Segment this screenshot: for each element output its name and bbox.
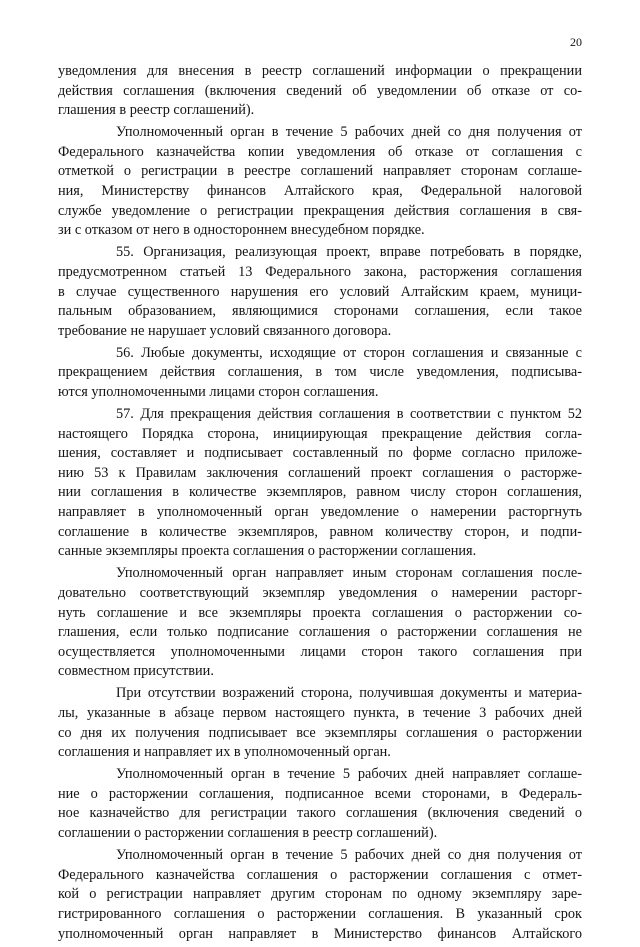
text-line: ное казначейство для регистрации такого соглашения (включения сведений о [58, 805, 582, 822]
text-line: 55. Организация, реализующая проект, вправе потребовать в порядке, [116, 244, 582, 261]
page-number: 20 [570, 35, 582, 49]
text-line: прекращением действия соглашения, в том числе уведомления, подписыва- [58, 364, 582, 381]
text-line: Уполномоченный орган в течение 5 рабочих дней направляет соглаше- [116, 766, 582, 783]
text-line: глашения, если только подписание соглашения о расторжении соглашения не [58, 624, 582, 641]
text-line: предусмотренном статьей 13 Федерального закона, расторжения соглашения [58, 263, 582, 280]
text-line: кой о регистрации направляет другим сторонам по одному экземпляру заре- [58, 886, 582, 903]
text-line: довательно соответствующий экземпляр уведомления о намерении расторг- [58, 584, 582, 601]
text-line: нии соглашения в количестве экземпляров, равном числу сторон соглашения, [58, 484, 582, 501]
text-line: уведомления для внесения в реестр соглашений информации о прекращении [58, 63, 582, 79]
paragraph [58, 62, 582, 121]
text-line: 57. Для прекращения действия соглашения в соответствии с пунктом 52 [116, 406, 582, 423]
text-line: пальным образованием, являющимися сторонами соглашения, если такое [58, 303, 582, 320]
text-line: соглашение в количестве экземпляров, равном количеству сторон, и подпи- [58, 523, 582, 540]
document-body [58, 62, 582, 947]
text-line: совместном присутствии. [58, 663, 214, 680]
text-line: нуть соглашение и все экземпляры проекта соглашения о расторжении со- [58, 604, 582, 621]
paragraph [58, 405, 582, 562]
text-line: ние о расторжении соглашения, подписанное всеми сторонами, в Федераль- [58, 785, 582, 802]
text-line: Федерального казначейства соглашения о расторжении соглашения с отмет- [58, 866, 582, 883]
paragraph [58, 243, 582, 341]
text-line: соглашения и направляет их в уполномоченный орган. [58, 744, 391, 761]
paragraph [58, 123, 582, 241]
text-line: зи с отказом от него в одностороннем внесудебном порядке. [58, 222, 425, 239]
text-line: гистрированного соглашения о расторжении соглашения. В указанный срок [58, 905, 582, 922]
text-line: Федерального казначейства копии уведомления об отказе от соглашения с [58, 143, 582, 160]
text-line: осуществляется уполномоченными лицами сторон такого соглашения при [58, 643, 582, 660]
text-line: Уполномоченный орган направляет иным сторонам соглашения после- [116, 565, 582, 582]
text-line: глашения в реестр соглашений). [58, 102, 255, 119]
text-line: ются уполномоченными лицами сторон соглашения. [58, 384, 379, 400]
text-line: службе уведомление о регистрации прекращения действия соглашения в свя- [58, 202, 582, 219]
text-line: Уполномоченный орган в течение 5 рабочих дней со дня получения от [116, 847, 582, 864]
text-line: направляет в уполномоченный орган уведомление о намерении расторгнуть [58, 504, 582, 521]
paragraph [58, 344, 582, 403]
text-line: Уполномоченный орган в течение 5 рабочих дней со дня получения от [116, 124, 582, 141]
text-line: отметкой о регистрации в реестре соглашений направляет сторонам соглаше- [58, 163, 582, 180]
text-line: в случае существенного нарушения его условий Алтайским краем, муници- [58, 283, 582, 300]
text-line: действия соглашения (включения сведений об уведомлении об отказе от со- [58, 82, 582, 99]
text-line: со дня их получения подписывает все экземпляры соглашения о расторжении [58, 724, 582, 741]
text-line: требование не нарушает условий связанного договора. [58, 322, 392, 339]
text-line: нию 53 к Правилам заключения соглашений проект соглашения о расторже- [58, 464, 582, 481]
text-line: лы, указанные в абзаце первом настоящего пункта, в течение 3 рабочих дней [58, 705, 582, 721]
text-line: санные экземпляры проекта соглашения о расторжении соглашения. [58, 543, 477, 560]
text-line: 56. Любые документы, исходящие от сторон соглашения и связанные с [116, 344, 582, 361]
text-line: уполномоченный орган направляет в Министерство финансов Алтайского [58, 925, 582, 942]
paragraph [58, 765, 582, 843]
paragraph [58, 684, 582, 762]
text-line: При отсутствии возражений сторона, получившая документы и материа- [116, 685, 582, 702]
paragraph [58, 846, 582, 944]
text-line: ния, Министерству финансов Алтайского края, Федеральной налоговой [58, 183, 582, 200]
text-line: шения, составляет и подписывает составленный по форме согласно приложе- [58, 445, 582, 462]
text-line: соглашении о расторжении соглашения в реестр соглашений). [58, 825, 438, 842]
text-line: настоящего Порядка сторона, инициирующая прекращение действия согла- [58, 425, 582, 442]
paragraph [58, 564, 582, 682]
